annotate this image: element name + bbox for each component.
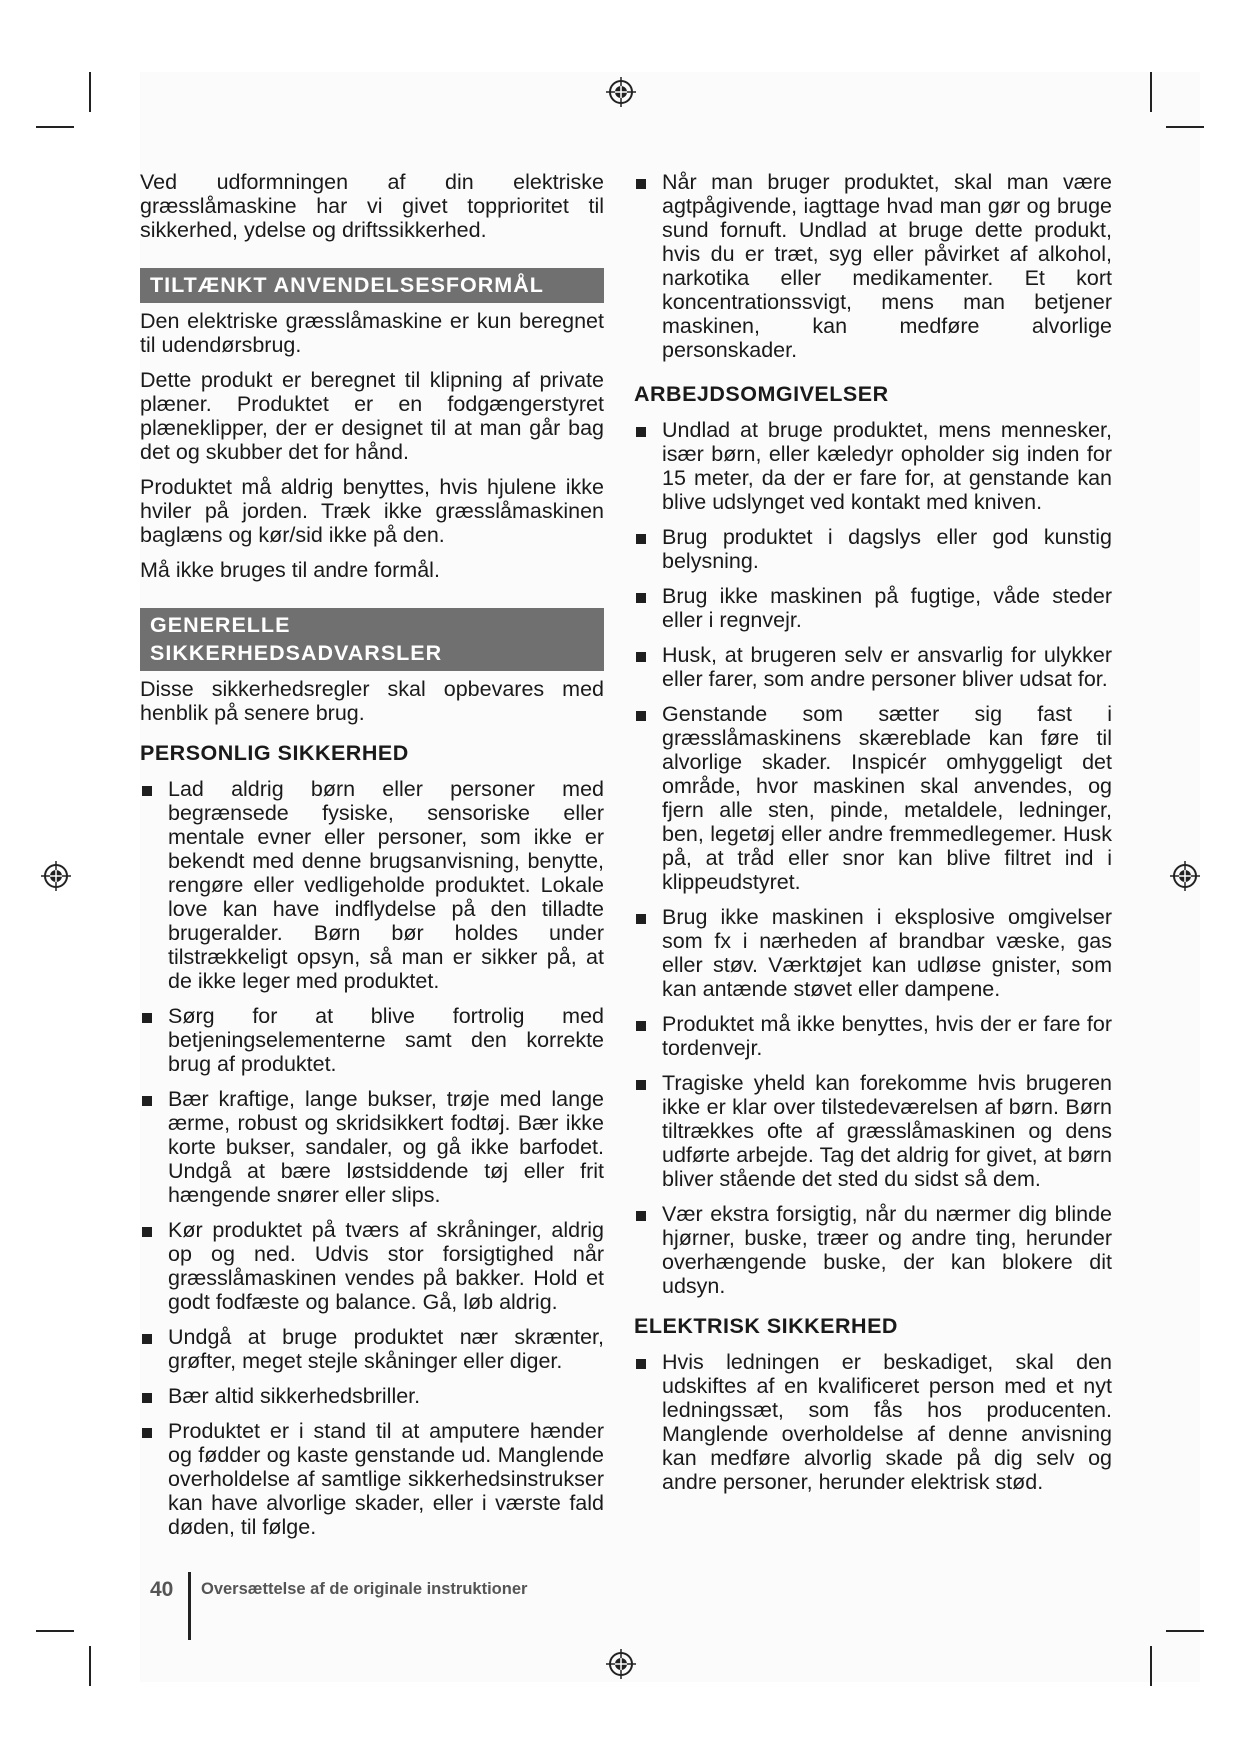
list-item-text: Kør produktet på tværs af skråninger, aldrig op og ned. Udvis stor forsigtighed når græsslåmaskinen vendes på bakker. Hold et godt fodfæste og balance. Gå, løb aldrig. — [168, 1218, 604, 1314]
list-item-text: Brug ikke maskinen i eksplosive omgivelser som fx i nærheden af brandbar væske, gas eller støv. Værktøjet kan udløse gnister, som kan antænde støvet eller dampene. — [662, 905, 1112, 1001]
list-item — [140, 1325, 604, 1373]
list-item-text: Når man bruger produktet, skal man være agtpågivende, iagttage hvad man gør og bruge sund fornuft. Undlad at bruge dette produkt, hvis du er træt, syg eller påvirket af alkohol, narkotika eller medikamenter. Et kort koncentrationssvigt, mens man betjener maskinen, kan medføre alvorlige personskader. — [662, 170, 1112, 362]
list-item — [140, 777, 604, 993]
registration-mark-icon — [1169, 860, 1201, 892]
bullet-icon — [636, 711, 646, 721]
list-item — [634, 643, 1112, 691]
list-item — [634, 170, 1112, 362]
heading-line: SIKKERHEDSADVARSLER — [150, 641, 443, 665]
bullet-icon — [636, 1359, 646, 1369]
intro-paragraph: Ved udformningen af din elektriske græsslåmaskine har vi givet topprioritet til sikkerhed, ydelse og driftssikkerhed. — [140, 170, 604, 242]
paragraph: Produktet må aldrig benyttes, hvis hjulene ikke hviler på jorden. Træk ikke græsslåmaskinen baglæns og kør/sid ikke på den. — [140, 475, 604, 547]
registration-mark-icon — [40, 860, 72, 892]
list-item — [140, 1384, 604, 1408]
list-item — [634, 905, 1112, 1001]
crop-mark — [36, 1630, 74, 1632]
list-item-text: Bær kraftige, lange bukser, trøje med lange ærme, robust og skridsikkert fodtøj. Bær ikke korte bukser, sandaler, og gå ikke barfodet. Undgå at bære løstsiddende tøj eller frit hængende snører eller slips. — [168, 1087, 604, 1207]
paragraph: Disse sikkerhedsregler skal opbevares med henblik på senere brug. — [140, 677, 604, 725]
list-item — [634, 525, 1112, 573]
list-item-text: Hvis ledningen er beskadiget, skal den udskiftes af en kvalificeret person med et nyt ledningssæt, som fås hos producenten. Manglende overholdelse af denne anvisning kan medføre alvorlig skade på dig selv og andre personer, herunder elektrisk stød. — [662, 1350, 1112, 1494]
list-item — [634, 418, 1112, 514]
bullet-icon — [636, 534, 646, 544]
list-item-text: Vær ekstra forsigtig, når du nærmer dig blinde hjørner, buske, træer og andre ting, herunder overhængende buske, der kan blokere dit udsyn. — [662, 1202, 1112, 1298]
list-item — [634, 1071, 1112, 1191]
bullet-icon — [142, 786, 152, 796]
bullet-icon — [636, 1211, 646, 1221]
list-item-text: Genstande som sætter sig fast i græsslåmaskinens skæreblade kan føre til alvorlige skader. Inspicér omhyggeligt det område, hvor maskinen skal anvendes, og fjern alle sten, pinde, metaldele, ledninger, ben, legetøj eller andre fremmedlegemer. Husk på, at tråd eller snor kan blive filtret ind i klippeudstyret. — [662, 702, 1112, 894]
list-item — [140, 1087, 604, 1207]
bullet-icon — [636, 427, 646, 437]
bullet-icon — [636, 593, 646, 603]
list-item-text: Undlad at bruge produktet, mens mennesker, især børn, eller kæledyr opholder sig inden for 15 meter, da der er fare for, at genstande kan blive udslynget ved kontakt med kniven. — [662, 418, 1112, 514]
right-column — [634, 170, 1112, 1505]
work-environment-list — [634, 418, 1112, 1298]
list-item-text: Husk, at brugeren selv er ansvarlig for ulykker eller farer, som andre personer bliver udsat for. — [662, 643, 1112, 691]
bullet-icon — [142, 1428, 152, 1438]
left-column — [140, 170, 604, 1550]
crop-mark — [1166, 126, 1204, 128]
list-item — [140, 1419, 604, 1539]
bullet-icon — [636, 1080, 646, 1090]
list-item — [634, 1012, 1112, 1060]
heading-line: GENERELLE — [150, 613, 291, 637]
list-item-text: Undgå at bruge produktet nær skrænter, grøfter, meget stejle skåninger eller diger. — [168, 1325, 604, 1373]
section-heading-general-warnings — [140, 608, 604, 671]
electrical-safety-list — [634, 1350, 1112, 1494]
subheading-personal-safety: PERSONLIG SIKKERHED — [140, 741, 409, 765]
list-item — [634, 702, 1112, 894]
attention-list — [634, 170, 1112, 362]
bullet-icon — [636, 1021, 646, 1031]
list-item — [634, 1202, 1112, 1298]
personal-safety-list — [140, 777, 604, 1539]
bullet-icon — [636, 914, 646, 924]
registration-mark-icon — [605, 76, 637, 108]
paragraph: Dette produkt er beregnet til klipning af private plæner. Produktet er en fodgængerstyret plæneklipper, der er designet til at man går bag det og skubber det for hånd. — [140, 368, 604, 464]
registration-mark-icon — [605, 1648, 637, 1680]
section-heading-intended-use: TILTÆNKT ANVENDELSESFORMÅL — [140, 268, 604, 303]
bullet-icon — [142, 1227, 152, 1237]
crop-mark — [1150, 72, 1152, 112]
list-item-text: Lad aldrig børn eller personer med begrænsede fysiske, sensoriske eller mentale evner eller personer, som ikke er bekendt med denne brugsanvisning, benytte, rengøre eller vedligeholde produktet. Lokale love kan have indflydelse på den tilladte brugeralder. Børn bør holdes under tilstrækkeligt opsyn, så man er sikker på, at de ikke leger med produktet. — [168, 777, 604, 993]
subheading-work-environment: ARBEJDSOMGIVELSER — [634, 382, 889, 406]
list-item-text: Brug produktet i dagslys eller god kunstig belysning. — [662, 525, 1112, 573]
footer-divider — [188, 1572, 191, 1640]
list-item — [634, 584, 1112, 632]
list-item — [634, 1350, 1112, 1494]
list-item-text: Bær altid sikkerhedsbriller. — [168, 1384, 421, 1408]
paragraph: Må ikke bruges til andre formål. — [140, 558, 440, 582]
crop-mark — [1150, 1646, 1152, 1686]
bullet-icon — [636, 652, 646, 662]
crop-mark — [36, 126, 74, 128]
bullet-icon — [142, 1334, 152, 1344]
bullet-icon — [142, 1013, 152, 1023]
list-item-text: Produktet må ikke benyttes, hvis der er fare for tordenvejr. — [662, 1012, 1112, 1060]
page-number: 40 — [150, 1578, 174, 1601]
bullet-icon — [142, 1393, 152, 1403]
subheading-electrical-safety: ELEKTRISK SIKKERHED — [634, 1314, 898, 1338]
list-item-text: Produktet er i stand til at amputere hænder og fødder og kaste genstande ud. Manglende overholdelse af samtlige sikkerhedsinstrukser kan have alvorlige skader, eller i værste fald døden, til følge. — [168, 1419, 604, 1539]
list-item-text: Tragiske yheld kan forekomme hvis brugeren ikke er klar over tilstedeværelsen af børn. Børn tiltrækkes ofte af græsslåmaskinen og dens udførte arbejde. Tag det aldrig for givet, at børn bliver stående det sted du sidst så dem. — [662, 1071, 1112, 1191]
crop-mark — [1166, 1630, 1204, 1632]
footer-text: Oversættelse af de originale instruktioner — [201, 1580, 528, 1598]
paragraph: Den elektriske græsslåmaskine er kun beregnet til udendørsbrug. — [140, 309, 604, 357]
bullet-icon — [142, 1096, 152, 1106]
list-item-text: Brug ikke maskinen på fugtige, våde steder eller i regnvejr. — [662, 584, 1112, 632]
crop-mark — [89, 1646, 91, 1686]
list-item-text: Sørg for at blive fortrolig med betjeningselementerne samt den korrekte brug af produktet. — [168, 1004, 604, 1076]
bullet-icon — [636, 179, 646, 189]
list-item — [140, 1218, 604, 1314]
list-item — [140, 1004, 604, 1076]
crop-mark — [89, 72, 91, 112]
